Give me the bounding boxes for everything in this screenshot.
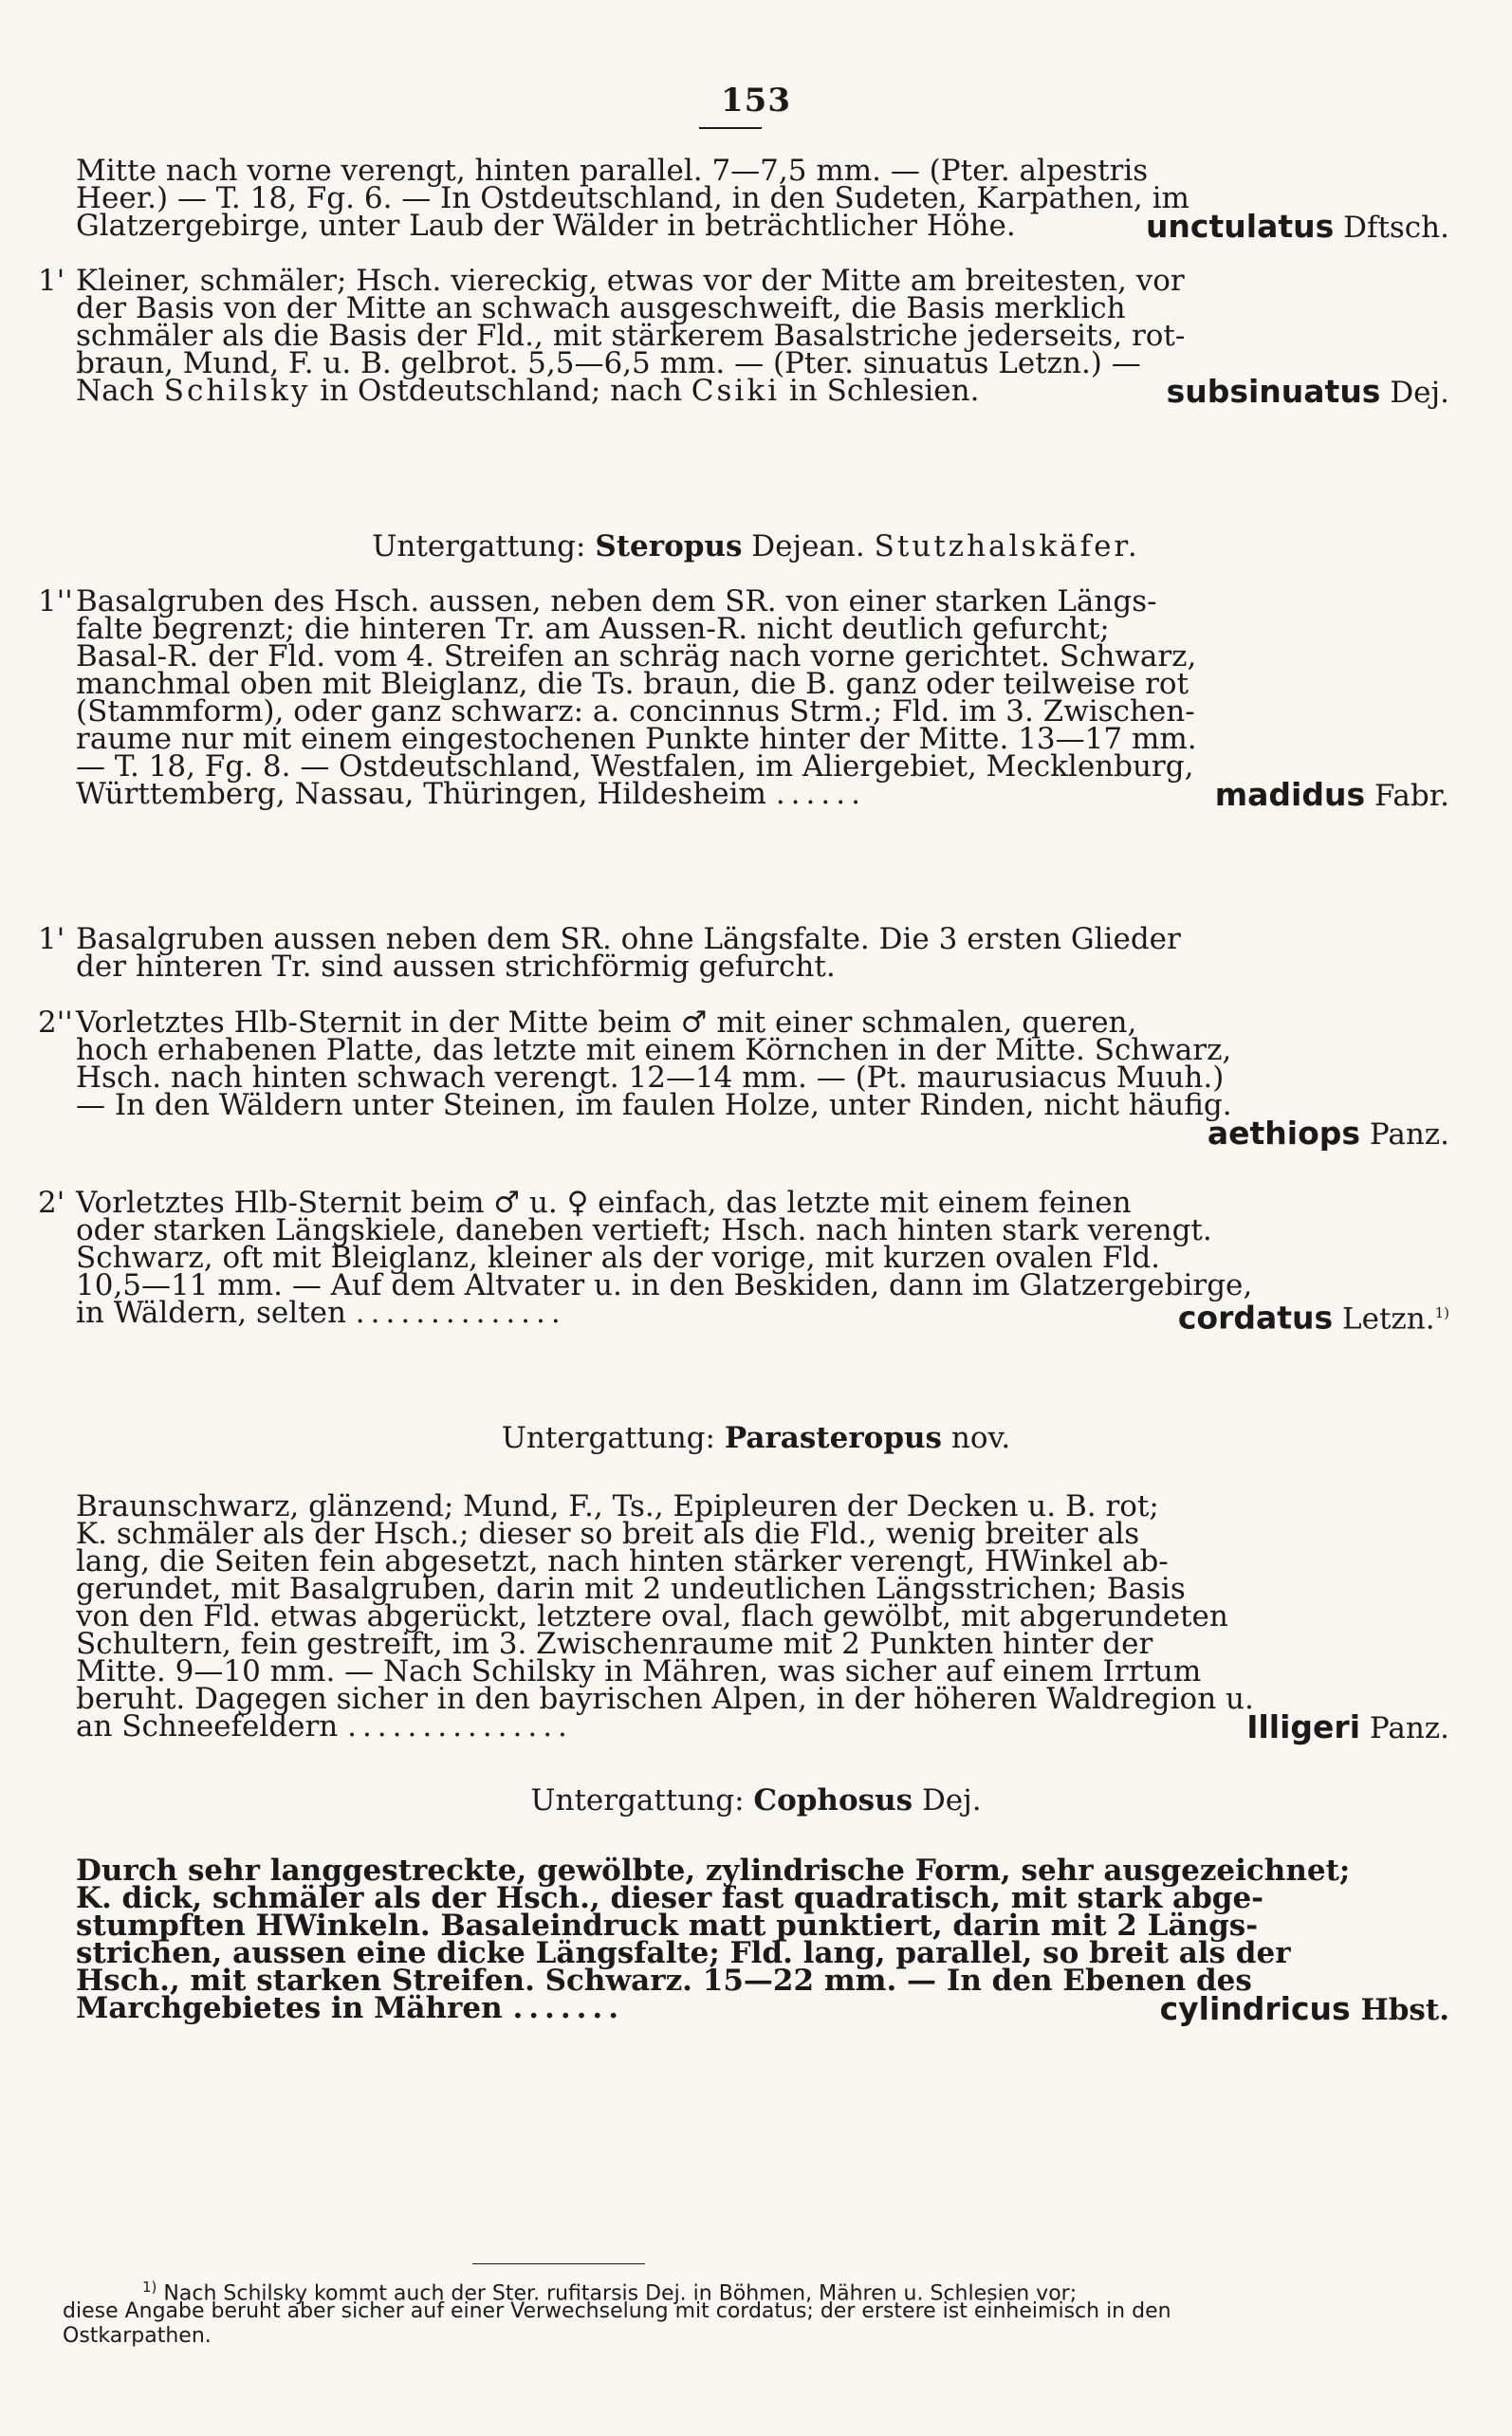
couplet-marker: 1''	[38, 584, 73, 618]
person-name: Schilsky	[163, 374, 311, 408]
species-author: Panz.	[1369, 1711, 1449, 1745]
text-line: Basal-R. der Fld. vom 4. Streifen an schräg nach vorne gerichtet. Schwarz,	[76, 639, 1197, 674]
text-line: 10,5—11 mm. — Auf dem Altvater u. in den Beskiden, dann im Glatzergebirge,	[76, 1268, 1253, 1302]
text-line: Basalgruben aussen neben dem SR. ohne Längsfalte. Die 3 ersten Glieder	[76, 922, 1181, 956]
text-fragment: in Ostdeutschland; nach	[320, 374, 682, 408]
species-entry	[1177, 1299, 1449, 1337]
text-fragment: in Wäldern, selten	[76, 1296, 346, 1330]
text-line: von den Fld. etwas abgerückt, letztere oval, flach gewölbt, mit abgerundeten	[76, 1599, 1228, 1633]
text-line	[76, 1990, 1449, 2027]
text-line: (Stammform), oder ganz schwarz: a. concinnus Strm.; Fld. im 3. Zwischen-	[76, 694, 1195, 729]
genus-name: Steropus	[595, 529, 743, 563]
species-author: Fabr.	[1374, 779, 1449, 813]
species-author: Panz.	[1369, 1117, 1449, 1152]
text-block-6	[38, 1186, 1449, 1337]
text-line	[38, 1296, 1449, 1337]
text-line: beruht. Dagegen sicher in den bayrischen Alpen, in der höheren Waldregion u.	[76, 1682, 1254, 1716]
species-name: madidus	[1214, 776, 1366, 813]
genus-name: Parasteropus	[724, 1421, 942, 1455]
text-line: Schultern, fein gestreift, im 3. Zwischenraume mit 2 Punkten hinter der	[76, 1627, 1153, 1661]
text-line: Hsch., mit starken Streifen. Schwarz. 15—22 mm. — In den Ebenen des	[76, 1964, 1252, 1998]
footnote-reference: 1)	[1434, 1304, 1449, 1321]
text-line: falte begrenzt; die hinteren Tr. am Aussen-R. nicht deutlich gefurcht;	[76, 612, 1110, 646]
heading-prefix: Untergattung:	[501, 1421, 715, 1455]
text-fragment: Württemberg, Nassau, Thüringen, Hildesheim	[76, 777, 766, 811]
text-line: schmäler als die Basis der Fld., mit stärkerem Basalstriche jederseits, rot-	[76, 319, 1186, 353]
species-entry	[1145, 208, 1449, 245]
text-line: strichen, aussen eine dicke Längsfalte; Fld. lang, parallel, so breit als der	[76, 1936, 1291, 1970]
footnote	[63, 2275, 1457, 2349]
species-entry	[1166, 373, 1449, 410]
text-line: lang, die Seiten fein abgesetzt, nach hinten stärker verengt, HWinkel ab-	[76, 1544, 1169, 1578]
text-fragment: Nach	[76, 374, 155, 408]
text-line	[38, 776, 1449, 813]
text-block-5	[38, 1006, 1449, 1152]
heading-prefix: Untergattung:	[530, 1783, 745, 1818]
text-line: — T. 18, Fg. 8. — Ostdeutschland, Westfalen, im Aliergebiet, Mecklenburg,	[76, 749, 1194, 784]
text-fragment: an Schneefeldern	[76, 1709, 339, 1744]
genus-author: Dejean.	[751, 529, 865, 563]
text-line: Basalgruben des Hsch. aussen, neben dem SR. von einer starken Längs-	[76, 584, 1157, 618]
species-name: cylindricus	[1159, 1990, 1351, 2027]
text-line: der Basis von der Mitte an schwach ausgeschweift, die Basis merklich	[76, 291, 1126, 325]
text-block-2	[38, 264, 1449, 410]
leader-dots: ......	[775, 777, 866, 811]
species-name: subsinuatus	[1166, 373, 1381, 410]
page-number-rule	[699, 127, 762, 129]
footnote-divider	[472, 2263, 645, 2264]
species-author: Letzn.	[1342, 1301, 1435, 1337]
text-line: Mitte nach vorne verengt, hinten parallel. 7—7,5 mm. — (Pter. alpestris	[76, 154, 1149, 188]
text-line: Mitte. 9—10 mm. — Nach Schilsky in Mähren, was sicher auf einem Irrtum	[76, 1654, 1202, 1689]
text-line: Glatzergebirge, unter Laub der Wälder in beträchtlicher Höhe.	[76, 209, 1016, 243]
text-line	[76, 1708, 1449, 1745]
footnote-line	[63, 2275, 1457, 2306]
text-fragment: in Schlesien.	[788, 374, 980, 408]
text-line: gerundet, mit Basalgruben, darin mit 2 undeutlichen Längsstrichen; Basis	[76, 1572, 1186, 1606]
text-line: der hinteren Tr. sind aussen strichförmig gefurcht.	[76, 950, 836, 984]
person-name: Csiki	[691, 374, 781, 408]
text-line: hoch erhabenen Platte, das letzte mit einem Körnchen in der Mitte. Schwarz,	[76, 1033, 1232, 1067]
footnote-line: diese Angabe beruht aber sicher auf einer Verwechselung mit cordatus; der erstere ist einheimisch in den	[63, 2299, 1171, 2323]
text-block-7	[76, 1489, 1449, 1745]
common-name: Stutzhalskäfer.	[874, 529, 1140, 563]
couplet-marker: 1'	[38, 264, 65, 298]
text-line: K. dick, schmäler als der Hsch., dieser fast quadratisch, mit stark abge-	[76, 1881, 1264, 1915]
text-line: Schwarz, oft mit Bleiglanz, kleiner als der vorige, mit kurzen ovalen Fld.	[76, 1241, 1161, 1275]
subgenus-heading-parasteropus	[0, 1421, 1512, 1455]
species-entry	[1214, 776, 1449, 813]
footnote-text: Nach Schilsky kommt auch der Ster. rufitarsis Dej. in Böhmen, Mähren u. Schlesien vor;	[163, 2281, 1078, 2306]
text-line: stumpften HWinkeln. Basaleindruck matt punktiert, darin mit 2 Längs-	[76, 1909, 1259, 1943]
species-author: Dftsch.	[1343, 211, 1449, 245]
couplet-marker: 1'	[38, 922, 65, 956]
species-author: Dej.	[1390, 376, 1449, 410]
species-name: aethiops	[1207, 1115, 1361, 1152]
species-entry	[1246, 1708, 1449, 1745]
text-block-4	[38, 922, 1449, 984]
genus-author: nov.	[950, 1421, 1011, 1455]
text-line: Hsch. nach hinten schwach verengt. 12—14 mm. — (Pt. maurusiacus Muuh.)	[76, 1061, 1225, 1095]
text-block-1	[76, 154, 1449, 245]
text-line: braun, Mund, F. u. B. gelbrot. 5,5—6,5 mm. — (Pter. sinuatus Letzn.) —	[76, 346, 1141, 380]
species-entry	[38, 1115, 1449, 1152]
text-line: Braunschwarz, glänzend; Mund, F., Ts., Epipleuren der Decken u. B. rot;	[76, 1489, 1159, 1523]
species-name: cordatus	[1177, 1299, 1334, 1337]
couplet-marker: 2''	[38, 1006, 73, 1040]
text-line: — In den Wäldern unter Steinen, im faulen Holze, unter Rinden, nicht häufig.	[76, 1088, 1232, 1122]
text-line: Durch sehr langgestreckte, gewölbte, zylindrische Form, sehr ausgezeichnet;	[76, 1854, 1351, 1888]
text-line: Kleiner, schmäler; Hsch. viereckig, etwas vor der Mitte am breitesten, vor	[76, 264, 1185, 298]
species-entry	[1159, 1990, 1449, 2027]
species-name: unctulatus	[1145, 208, 1335, 245]
text-line: raume nur mit einem eingestochenen Punkte hinter der Mitte. 13—17 mm.	[76, 722, 1197, 756]
species-name: Illigeri	[1246, 1708, 1361, 1745]
footnote-line: Ostkarpathen.	[63, 2324, 212, 2348]
leader-dots: ...............	[347, 1709, 573, 1744]
heading-prefix: Untergattung:	[372, 529, 586, 563]
page-number: 153	[721, 82, 791, 120]
text-line: Vorletztes Hlb-Sternit beim ♂ u. ♀ einfach, das letzte mit einem feinen	[76, 1186, 1132, 1220]
text-block-3	[38, 584, 1449, 813]
text-line	[38, 373, 1449, 410]
text-block-8	[76, 1854, 1449, 2027]
genus-name: Cophosus	[753, 1783, 913, 1818]
genus-author: Dej.	[921, 1783, 982, 1818]
text-line: Heer.) — T. 18, Fg. 6. — In Ostdeutschland, in den Sudeten, Karpathen, im	[76, 181, 1189, 215]
text-line	[76, 208, 1449, 245]
text-line: oder starken Längskiele, daneben vertieft; Hsch. nach hinten stark verengt.	[76, 1213, 1212, 1247]
text-line: K. schmäler als der Hsch.; dieser so breit als die Fld., wenig breiter als	[76, 1517, 1140, 1551]
footnote-mark: 1)	[142, 2279, 157, 2296]
text-line: manchmal oben mit Bleiglanz, die Ts. braun, die B. ganz oder teilweise rot	[76, 667, 1189, 701]
species-author: Hbst.	[1360, 1993, 1449, 2027]
subgenus-heading-steropus	[0, 529, 1512, 563]
text-line: Vorletztes Hlb-Sternit in der Mitte beim ♂ mit einer schmalen, queren,	[76, 1006, 1137, 1040]
leader-dots: .......	[512, 1991, 625, 2025]
subgenus-heading-cophosus	[0, 1783, 1512, 1818]
leader-dots: ..............	[355, 1296, 566, 1330]
text-fragment: Marchgebietes in Mähren	[76, 1991, 503, 2025]
couplet-marker: 2'	[38, 1186, 65, 1220]
